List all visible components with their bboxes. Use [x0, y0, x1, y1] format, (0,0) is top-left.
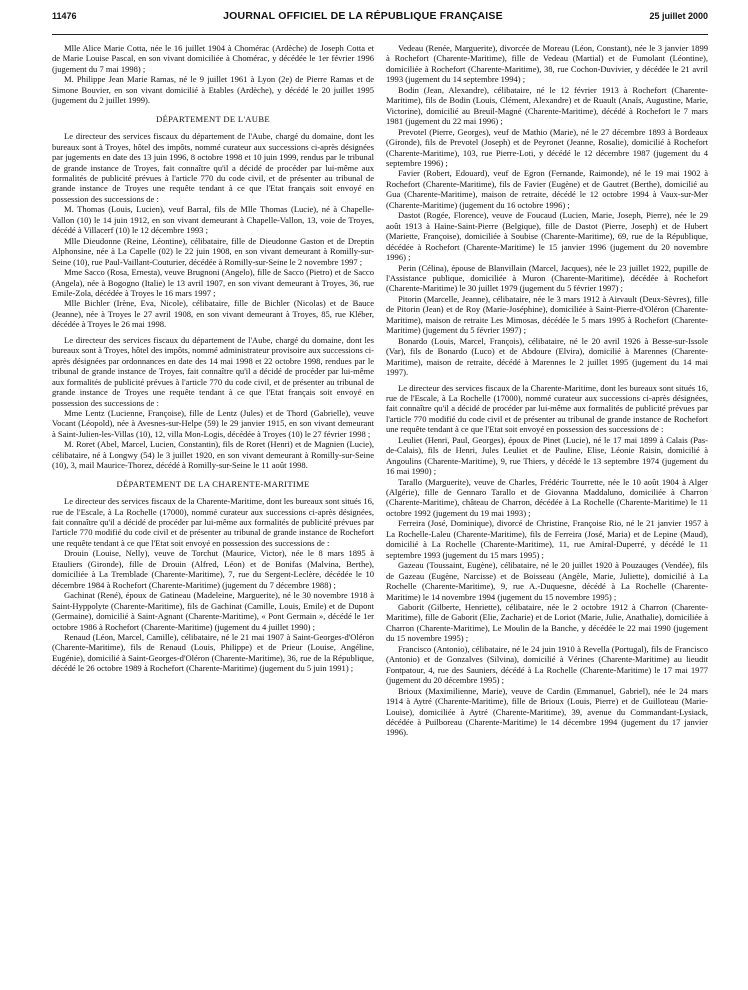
paragraph: Vedeau (Renée, Marguerite), divorcée de Moreau (Léon, Constant), née le 3 janvier 1899 à Rochefort (Charente-Maritime), fille de Vedeau (Martial) et de Fumolant (Léontine), domiciliée à Rochefort (Charente-Maritime), 38, rue Cochon-Duvivier, y décédée le 21 avril 1993 (jugement du 14 septembre 1994) ; [386, 43, 708, 85]
paragraph: Prevotel (Pierre, Georges), veuf de Mathio (Marie), né le 27 décembre 1893 à Bordeaux (Gironde), fils de Prevotel (Joseph) et de Peyronet (Jeanne, Rosalie), domicilié à Rochefort (Charente-Maritime), 103, rue Pierre-Loti, y décédé le 12 décembre 1987 (jugement du 4 septembre 1996) ; [386, 126, 708, 168]
paragraph: Gazeau (Toussaint, Eugène), célibataire, né le 20 juillet 1920 à Pouzauges (Vendée), fils de Gazeau (Eugène, Narcisse) et de Boisseau (Angèle, Marie, Juliette), domicilié à La Rochelle (Charente-Maritime), 9, rue A.-Duquesne, décédé à La Rochelle (Charente-Maritime) le 14 novembre 1994 (jugement du 15 novembre 1995) ; [386, 560, 708, 602]
section-heading-charente-maritime: DÉPARTEMENT DE LA CHARENTE-MARITIME [116, 478, 310, 489]
paragraph: Le directeur des services fiscaux de la Charente-Maritime, dont les bureaux sont situés 16, rue de l'Escale, à La Rochelle (17000), nommé curateur aux successions ci-après désignées, fait connaître qu'il a décidé de procéder par lui-même aux formalités de publicité prévues par l'article 770 modifié du code civil et de présenter au tribunal de grande instance de Rochefort une requête tendant à ce que l'Etat soit envoyé en possession des successions de : [52, 496, 374, 548]
paragraph: Le directeur des services fiscaux du département de l'Aube, chargé du domaine, dont les bureaux sont à Troyes, hôtel des impôts, nommé administrateur provisoire aux successions ci-après désignées par ordonnances en date des 14 mai 1998 et 22 octobre 1998, rendues par le tribunal de grande instance de Troyes, fait connaître qu'il a décidé de procéder par lui-même aux formalités de publicité prévues à l'article 770 du code civil, et de présenter au tribunal de grande instance de Troyes une requête tendant à ce que l'Etat français soit envoyé en possession des successions de : [52, 334, 374, 408]
page-number: 11476 [52, 11, 77, 21]
header-rule [52, 34, 708, 35]
paragraph: Francisco (Antonio), célibataire, né le 24 juin 1910 à Revella (Portugal), fils de Francisco (Antonio) et de Gonzalves (Silvina), domicilié à Vérines (Charente-Maritime) au lieudit Fontpatour, 4, rue des Sauniers, décédé à La Rochelle (Charente-Maritime) le 17 mai 1977 (jugement du 20 décembre 1995) ; [386, 643, 708, 686]
paragraph: Bodin (Jean, Alexandre), célibataire, né le 12 février 1913 à Rochefort (Charente-Maritime), fils de Bodin (Louis, Clément, Alexandre) et de Ruault (Anaïs, Augustine, Marie, Victorine), domicilié au Breuil-Magné (Charente-Maritime), décédé à Rochefort le 7 mars 1981 (jugement du 22 mai 1996) ; [386, 84, 708, 127]
paragraph: Dastot (Rogée, Florence), veuve de Foucaud (Lucien, Marie, Joseph, Pierre), née le 29 août 1913 à Haine-Saint-Pierre (Belgique), fille de Dastot (Pierre, Joseph) et de Hubert (Mariette, Françoise), domiciliée à Soubise (Charente-Maritime), 69, rue de la République, décédée à Rochefort (Charente-Maritime) le 15 janvier 1996 (jugement du 20 novembre 1996) ; [386, 210, 708, 263]
paragraph: Drouin (Louise, Nelly), veuve de Torchut (Maurice, Victor), née le 8 mars 1895 à Etauliers (Gironde), fille de Drouin (Alfred, Léon) et de Bonifas (Malvina, Berthe), domiciliée à La Tremblade (Charente-Maritime), 7, rue du Sergent-Leclère, décédée le 10 décembre 1984 à Rochefort (Charente-Maritime) (jugement du 7 décembre 1988) ; [52, 548, 374, 590]
paragraph: Mlle Dieudonne (Reine, Léontine), célibataire, fille de Dieudonne Gaston et de Dreptin Alphonsine, née à La Capelle (02) le 22 juin 1908, en son vivant demeurant à Romilly-sur-Seine (10), rue Paul-Vaillant-Couturier, décédée à Romilly-sur-Seine le 2 novembre 1997 ; [52, 235, 374, 267]
paragraph: Bonardo (Louis, Marcel, François), célibataire, né le 20 avril 1926 à Besse-sur-Issole (Var), fils de Bonardo (Luco) et de Abdoure (Elvira), domicilié à Marennes (Charente-Maritime), maison de retraite, décédé à Marennes le 2 juillet 1995 (jugement du 14 mai 1997). [386, 335, 708, 378]
paragraph: Tarallo (Marguerite), veuve de Charles, Frédéric Tourrette, née le 10 août 1904 à Alger (Algérie), fille de Gennaro Tarallo et de Giovanna Maddaluno, domiciliée à Charron (Charente-Maritime), château de Charron, décédée à La Rochelle (Charente-Maritime) le 11 octobre 1992 (jugement du 19 mai 1993) ; [386, 476, 708, 518]
paragraph: Mlle Bichler (Irène, Eva, Nicole), célibataire, fille de Bichler (Nicolas) et de Bauce (Jeanne), née à Troyes le 27 avril 1908, en son vivant demeurant à Troyes, 85, rue Kléber, décédée à Troyes le 26 mai 1998. [52, 298, 374, 330]
paragraph: Le directeur des services fiscaux de la Charente-Maritime, dont les bureaux sont situés 16, rue de l'Escale, à La Rochelle (17000), nommé curateur aux successions ci-après désignées, fait connaître qu'il a décidé de procéder par lui-même aux formalités de publicité prévues par l'article 770 modifié du code civil et de présenter au tribunal de grande instance de Rochefort une requête tendant à ce que l'Etat soit envoyé en possession des successions de : [386, 382, 708, 435]
paragraph: Gaborit (Gilberte, Henriette), célibataire, née le 2 octobre 1912 à Charron (Charente-Maritime), fille de Gaborit (Elie, Zacharie) et de Loriot (Marie, Julie, Anathalie), domiciliée à Charron (Charente-Maritime), Le Moulin de la Banche, y décédée le 22 mai 1990 (jugement du 15 novembre 1995) ; [386, 602, 708, 644]
paragraph: Leuliet (Henri, Paul, Georges), époux de Pinet (Lucie), né le 17 mai 1899 à Calais (Pas-de-Calais), fils de Henri, Jules Leuliet et de Pauline, Elise, Léonie Raisin, domicilié à Angoulins (Charente-Maritime), 9, rue Thiers, y décédé le 13 septembre 1974 (jugement du 16 mai 1990) ; [386, 434, 708, 477]
right-column [386, 43, 708, 738]
page-header [52, 10, 708, 32]
paragraph: Mme Lentz (Lucienne, Françoise), fille de Lentz (Jules) et de Thord (Gabrielle), veuve Vocant (Léopold), née à Avesnes-sur-Helpe (59) le 29 janvier 1915, en son vivant demeurant à Saint-Julien-les-Villas (10), 12, villa Mon-Logis, décédée à Troyes (10) le 27 février 1998 ; [52, 407, 374, 439]
paragraph: Ferreira (José, Dominique), divorcé de Christine, Françoise Rio, né le 21 janvier 1957 à La Rochelle-Laleu (Charente-Maritime), fils de Ferreira (José, Maria) et de Lepine (Maud), domicilié à La Rochelle (Charente-Maritime), 11, rue Amiral-Duperré, y décédé le 11 septembre 1993 (jugement du 15 mars 1995) ; [386, 518, 708, 560]
paragraph: M. Philippe Jean Marie Ramas, né le 9 juillet 1961 à Lyon (2e) de Pierre Ramas et de Simone Bouvier, en son vivant domicilié à Etables (Ardèche), y décédé le 20 juillet 1995 (jugement du 2 juillet 1999). [52, 74, 374, 106]
paragraph: Mlle Alice Marie Cotta, née le 16 juillet 1904 à Chomérac (Ardèche) de Joseph Cotta et de Marie Louise Pascal, en son vivant domiciliée à Chomérac, y décédée le 1er février 1996 (jugement du 7 mai 1998) ; [52, 43, 374, 74]
paragraph: Brioux (Maximilienne, Marie), veuve de Cardin (Emmanuel, Gabriel), née le 24 mars 1914 à Aytré (Charente-Maritime), fille de Brioux (Louis, Pierre) et de Guilloteau (Marie-Louise), domiciliée à Aytré (Charente-Maritime), 39, avenue du Commandant-Lysiack, décédée à Puilboreau (Charente-Maritime) le 14 décembre 1994 (jugement du 17 janvier 1996). [386, 685, 708, 738]
paragraph: Pitorin (Marcelle, Jeanne), célibataire, née le 3 mars 1912 à Airvault (Deux-Sèvres), fille de Pitorin (Jean) et de Roy (Marie-Joséphine), domiciliée à Saint-Pierre-d'Oléron (Charente-Maritime), maison de retraite Les Mimosas, décédée le 5 mars 1995 à Rochefort (Charente-Maritime) (jugement du 5 février 1997) ; [386, 293, 708, 336]
paragraph: Renaud (Léon, Marcel, Camille), célibataire, né le 21 mai 1907 à Saint-Georges-d'Oléron (Charente-Maritime), fils de Renaud (Louis, Philippe) et de Prieur (Louise, Angéline, Eugénie), domicilié à Saint-Georges-d'Oléron (Charente-Maritime), 36, rue de la République, décédé le 26 octobre 1989 à Rochefort (Charente-Maritime) (jugement du 5 juin 1991) ; [52, 632, 374, 674]
paragraph: Favier (Robert, Edouard), veuf de Egron (Fernande, Raimonde), né le 19 mai 1902 à Rochefort (Charente-Maritime), fils de Favier (Eugène) et de Gautret (Berthe), domicilié au Gua (Charente-Maritime), maison de retraite, décédé le 12 octobre 1994 à Vaux-sur-Mer (Charente-Maritime) (jugement du 16 octobre 1996) ; [386, 168, 708, 210]
text-columns [52, 43, 708, 738]
paragraph: M. Roret (Abel, Marcel, Lucien, Constantin), fils de Roret (Henri) et de Magnien (Lucie), célibataire, né à Longwy (54) le 3 juillet 1920, en son vivant demeurant à Romilly-sur-Seine (10), 3, mail Maurice-Thorez, décédé à Romilly-sur-Seine le 11 août 1998. [52, 439, 374, 471]
issue-date: 25 juillet 2000 [649, 11, 708, 21]
paragraph: Perin (Célina), épouse de Blanvillain (Marcel, Jacques), née le 23 juillet 1922, pupille de l'Assistance publique, domiciliée à Muron (Charente-Maritime), décédée à Rochefort (Charente-Maritime) le 30 juillet 1979 (jugement du 5 février 1997) ; [386, 262, 708, 294]
journal-title: JOURNAL OFFICIEL DE LA RÉPUBLIQUE FRANÇAISE [223, 10, 503, 22]
section-heading-aube: DÉPARTEMENT DE L'AUBE [156, 113, 270, 124]
paragraph: M. Thomas (Louis, Lucien), veuf Barral, fils de Mlle Thomas (Lucie), né à Chapelle-Vallon (10) le 14 juin 1912, en son vivant demeurant à Chapelle-Vallon, 13, voie de Troyes, décédé à Villacerf (10) le 12 décembre 1993 ; [52, 204, 374, 236]
paragraph: Mme Sacco (Rosa, Ernesta), veuve Brugnoni (Angelo), fille de Sacco (Pietro) et de Sacco (Angela), née à Bogogno (Italie) le 13 avril 1907, en son vivant demeurant à Troyes, 36, rue Emile-Zola, décédée à Troyes le 16 mars 1997 ; [52, 267, 374, 298]
left-column [52, 43, 374, 738]
paragraph: Le directeur des services fiscaux du département de l'Aube, chargé du domaine, dont les bureaux sont à Troyes, hôtel des impôts, nommé curateur aux successions ci-après désignées par jugements en date des 13 juin 1996, 8 octobre 1998 et 10 juin 1999, rendus par le tribunal de grande instance de Troyes, fait connaître qu'il a décidé de procéder par lui-même aux formalités de publicité prévues à l'article 770 du code civil, et de présenter au tribunal de grande instance de Troyes une requête tendant à ce que l'Etat français soit envoyé en possession des successions de : [52, 131, 374, 204]
paragraph: Gachinat (René), époux de Gatineau (Madeleine, Marguerite), né le 30 novembre 1918 à Saint-Hyppolyte (Charente-Maritime), fils de Gachinat (Camille, Louis, Emile) et de Dupont (Germaine), domicilié à Saint-Agnant (Charente-Maritime), « Pont Germain », décédé le 1er octobre 1986 à Rochefort (Charente-Maritime) (jugement du 4 juillet 1990) ; [52, 590, 374, 632]
